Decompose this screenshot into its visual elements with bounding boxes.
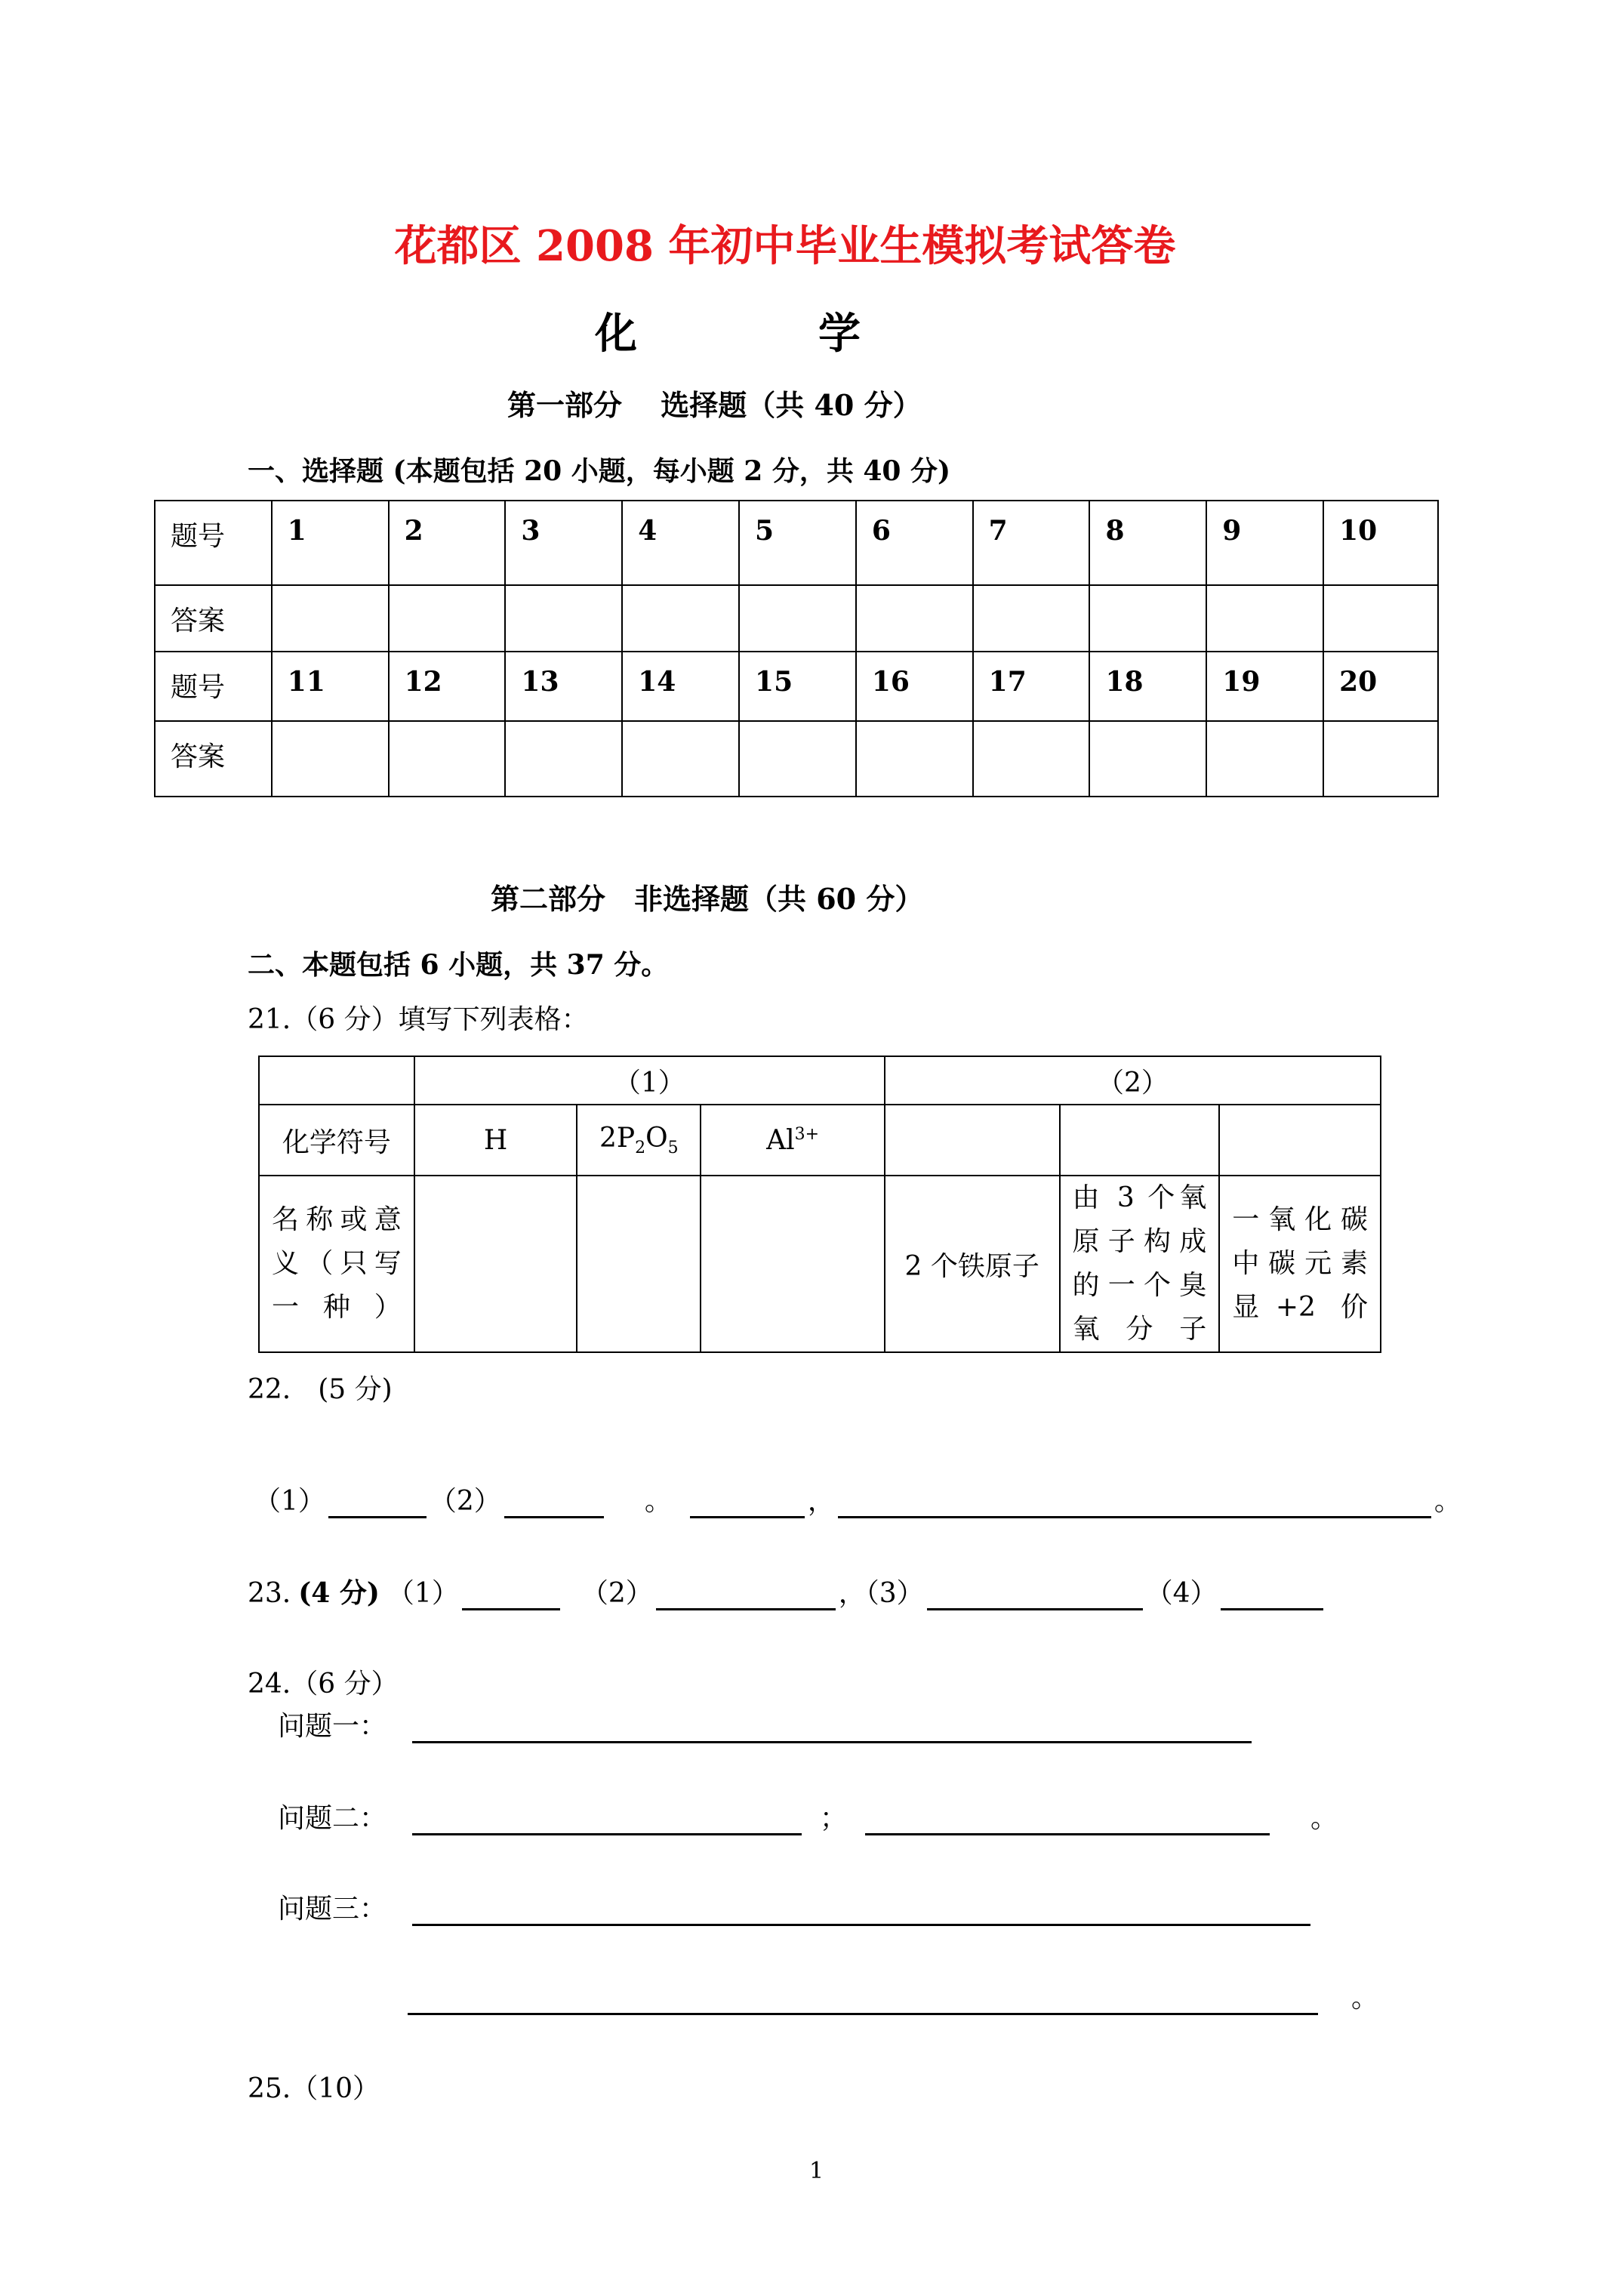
symbol-2p2o5: $2P_2O_5$ bbox=[577, 1105, 701, 1176]
blank[interactable] bbox=[412, 1806, 802, 1835]
table-row-answers-1 bbox=[155, 585, 1438, 652]
question-number: 9 bbox=[1206, 501, 1323, 585]
q23-answer-line bbox=[248, 1572, 1326, 1610]
table-row-numbers-1 bbox=[155, 501, 1438, 585]
answer-cell[interactable] bbox=[856, 585, 973, 652]
symbol-al3: $Al^{3+}$ bbox=[701, 1105, 885, 1176]
answer-cell[interactable] bbox=[622, 585, 739, 652]
meaning-cell[interactable] bbox=[577, 1176, 701, 1352]
group-header-1: （1） bbox=[414, 1056, 885, 1105]
part2-heading: 第二部分 非选择题（共 60 分） bbox=[491, 882, 924, 916]
row-label-number: 题号 bbox=[155, 501, 272, 585]
table-row bbox=[259, 1056, 1381, 1105]
q23-comma: ， bbox=[838, 1578, 866, 1609]
subject-char-1: 化 bbox=[595, 309, 637, 359]
blank[interactable] bbox=[504, 1489, 604, 1518]
q24-period2: 。 bbox=[1351, 1983, 1379, 2014]
meaning-co: 一氧化碳中碳元素显+2 价 bbox=[1219, 1176, 1381, 1352]
q23-part4: （4） bbox=[1145, 1578, 1218, 1609]
q23-score: (4 分) bbox=[298, 1577, 380, 1609]
row-label-answer: 答案 bbox=[155, 585, 272, 652]
q21-table bbox=[258, 1056, 1381, 1353]
question-number: 2 bbox=[389, 501, 506, 585]
question-number: 4 bbox=[622, 501, 739, 585]
answer-cell[interactable] bbox=[1089, 585, 1206, 652]
question-number: 19 bbox=[1206, 652, 1323, 721]
blank[interactable] bbox=[412, 1714, 1252, 1743]
q22-sep1: 。 bbox=[644, 1486, 672, 1517]
blank[interactable] bbox=[838, 1489, 1431, 1518]
meaning-cell[interactable] bbox=[414, 1176, 577, 1352]
q24-question-three-cont bbox=[405, 1977, 1378, 2015]
question-number: 18 bbox=[1089, 652, 1206, 721]
answer-cell[interactable] bbox=[1206, 585, 1323, 652]
answer-cell[interactable] bbox=[622, 721, 739, 797]
answer-cell[interactable] bbox=[389, 721, 506, 797]
symbol-cell[interactable] bbox=[1219, 1105, 1381, 1176]
q22-end: 。 bbox=[1434, 1486, 1461, 1517]
blank[interactable] bbox=[865, 1806, 1270, 1835]
document-title: 花都区 2008 年初中毕业生模拟考试答卷 bbox=[394, 221, 1176, 271]
question-number: 3 bbox=[505, 501, 622, 585]
q23-part3: （3） bbox=[865, 1578, 924, 1609]
answer-cell[interactable] bbox=[1323, 585, 1438, 652]
question-number: 5 bbox=[739, 501, 856, 585]
row-label-meaning: 名称或意义（只写一种） bbox=[259, 1176, 414, 1352]
answer-cell[interactable] bbox=[389, 585, 506, 652]
question-number: 20 bbox=[1323, 652, 1438, 721]
q24-q3-label: 问题三： bbox=[278, 1894, 387, 1925]
q23-label: 23. bbox=[248, 1578, 291, 1609]
answer-cell[interactable] bbox=[973, 585, 1090, 652]
row-label-answer: 答案 bbox=[155, 721, 272, 797]
answer-cell[interactable] bbox=[272, 585, 389, 652]
question-number: 15 bbox=[739, 652, 856, 721]
q22-part1: （1） bbox=[254, 1486, 325, 1517]
q24-label: 24.（6 分） bbox=[248, 1669, 399, 1700]
q25-label: 25.（10） bbox=[248, 2073, 380, 2104]
answer-cell[interactable] bbox=[739, 585, 856, 652]
subject-char-2: 学 bbox=[818, 309, 861, 359]
answer-cell[interactable] bbox=[739, 721, 856, 797]
table-row-numbers-2 bbox=[155, 652, 1438, 721]
answer-cell[interactable] bbox=[1206, 721, 1323, 797]
table-row bbox=[259, 1176, 1381, 1352]
choice-answer-table bbox=[154, 500, 1439, 797]
blank[interactable] bbox=[1221, 1581, 1323, 1610]
question-number: 17 bbox=[973, 652, 1090, 721]
question-number: 1 bbox=[272, 501, 389, 585]
q24-semicolon: ； bbox=[820, 1803, 848, 1834]
question-number: 14 bbox=[622, 652, 739, 721]
q24-question-two bbox=[278, 1797, 1338, 1835]
meaning-cell[interactable] bbox=[701, 1176, 885, 1352]
q23-part1: （1） bbox=[387, 1578, 459, 1609]
page-number: 1 bbox=[809, 2158, 824, 2184]
q24-question-one bbox=[278, 1705, 1255, 1743]
blank[interactable] bbox=[328, 1489, 427, 1518]
question-number: 10 bbox=[1323, 501, 1438, 585]
answer-cell[interactable] bbox=[272, 721, 389, 797]
blank[interactable] bbox=[408, 1986, 1318, 2015]
q24-question-three bbox=[278, 1888, 1313, 1926]
blank[interactable] bbox=[656, 1581, 836, 1610]
question-number: 6 bbox=[856, 501, 973, 585]
symbol-h: H bbox=[414, 1105, 577, 1176]
blank[interactable] bbox=[690, 1489, 805, 1518]
q24-q1-label: 问题一： bbox=[278, 1711, 387, 1742]
q22-answer-line bbox=[254, 1480, 1461, 1518]
q21-label: 21.（6 分）填写下列表格： bbox=[248, 1004, 589, 1035]
question-number: 13 bbox=[505, 652, 622, 721]
table-row-answers-2 bbox=[155, 721, 1438, 797]
table-row bbox=[259, 1105, 1381, 1176]
q22-label: 22. (5 分) bbox=[248, 1374, 393, 1405]
symbol-cell[interactable] bbox=[1060, 1105, 1220, 1176]
question-number: 11 bbox=[272, 652, 389, 721]
answer-cell[interactable] bbox=[505, 585, 622, 652]
blank[interactable] bbox=[412, 1897, 1310, 1926]
q24-q2-label: 问题二： bbox=[278, 1803, 387, 1834]
part1-section-title: 一、选择题 (本题包括 20 小题，每小题 2 分，共 40 分) bbox=[248, 455, 951, 487]
answer-cell[interactable] bbox=[505, 721, 622, 797]
row-label-number: 题号 bbox=[155, 652, 272, 721]
part2-section-title: 二、本题包括 6 小题，共 37 分。 bbox=[248, 949, 669, 981]
row-label-symbol: 化学符号 bbox=[259, 1105, 414, 1176]
group-header-2: （2） bbox=[885, 1056, 1381, 1105]
part1-heading: 第一部分 选择题（共 40 分） bbox=[507, 388, 922, 422]
q23-part2: （2） bbox=[581, 1578, 653, 1609]
blank[interactable] bbox=[462, 1581, 560, 1610]
answer-cell[interactable] bbox=[973, 721, 1090, 797]
question-number: 7 bbox=[973, 501, 1090, 585]
q22-part2: （2） bbox=[429, 1486, 501, 1517]
symbol-cell[interactable] bbox=[885, 1105, 1060, 1176]
q24-period: 。 bbox=[1310, 1803, 1338, 1834]
question-number: 16 bbox=[856, 652, 973, 721]
meaning-iron: 2 个铁原子 bbox=[885, 1176, 1060, 1352]
answer-cell[interactable] bbox=[1089, 721, 1206, 797]
subject-title bbox=[595, 300, 861, 361]
blank[interactable] bbox=[927, 1581, 1143, 1610]
meaning-ozone: 由 3 个氧原子构成的一个臭氧分子 bbox=[1060, 1176, 1220, 1352]
question-number: 8 bbox=[1089, 501, 1206, 585]
q22-sep2: ， bbox=[807, 1486, 835, 1517]
answer-cell[interactable] bbox=[856, 721, 973, 797]
answer-cell[interactable] bbox=[1323, 721, 1438, 797]
question-number: 12 bbox=[389, 652, 506, 721]
